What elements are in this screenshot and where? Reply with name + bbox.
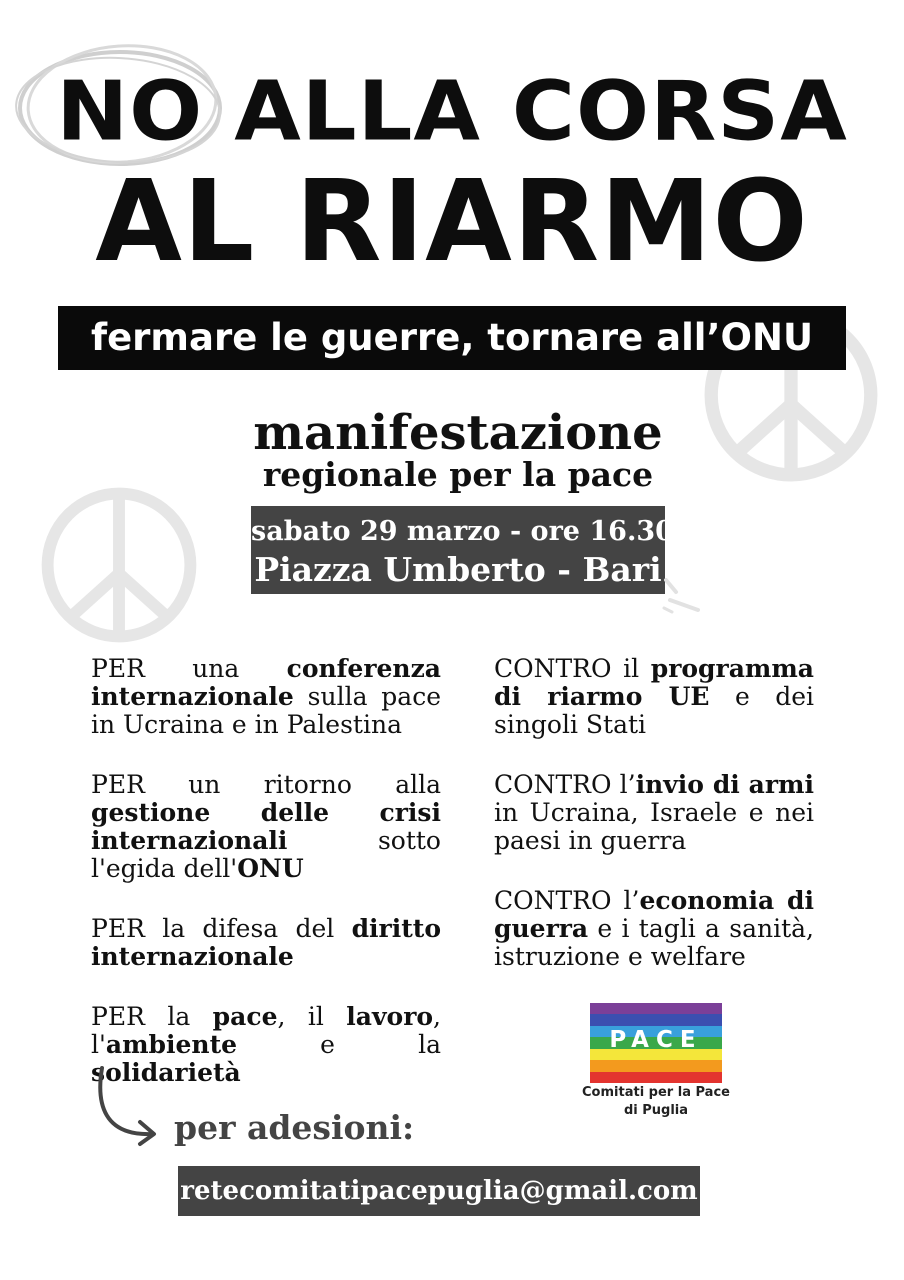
event-place: Piazza Umberto - Bari [254,550,662,589]
per-item-text: PER la [91,1002,213,1031]
event-headline: manifestazione [253,405,663,461]
logo-caption-line-2: di Puglia [623,1103,689,1118]
contro-item [494,655,814,739]
slogan-banner: fermare le guerre, tornare all’ONU [58,306,846,370]
contro-item-text: economia di guerra [494,886,814,943]
per-item-text: PER un ritorno alla [91,770,441,799]
title-line-1: NO ALLA CORSA [56,64,848,160]
event-subheadline: regionale per la pace [262,455,654,494]
adesioni-label: per adesioni: [174,1108,415,1147]
per-item-text: PER la difesa del [91,914,352,943]
peace-symbol-icon [34,480,204,650]
title-line-2: AL RIARMO [95,157,809,287]
per-item-text: solidarietà [91,1058,241,1087]
flag-stripe [590,1060,722,1071]
per-item-text: diritto internazionale [91,914,441,971]
flag-stripe [590,1003,722,1014]
per-item-text: sulla pace in Ucraina e in Palestina [91,682,441,739]
contro-item-text: CONTRO l’ [494,886,640,915]
per-item-text: lavoro [346,1002,434,1031]
per-item-text: e la [237,1030,441,1059]
contro-item-text: invio di armi [635,770,814,799]
contro-item [494,887,814,971]
event-date-time: sabato 29 marzo - ore 16.30 [251,516,674,547]
per-item-text: , l' [91,1002,441,1059]
contact-email[interactable]: retecomitatipacepuglia@gmail.com [178,1166,700,1216]
per-item-text: sotto l'egida dell' [91,826,441,883]
per-item-text: pace [212,1002,278,1031]
contro-item-text: in Ucraina, Israele e nei paesi in guerra [494,798,814,855]
per-item-text: PER una [91,654,287,683]
contro-item-text: e dei singoli Stati [494,682,814,739]
per-item-text: ambiente [105,1030,238,1059]
contro-item-text: CONTRO il [494,654,651,683]
sparkle-lines-icon [662,578,704,616]
logo-caption [570,1084,742,1120]
per-item [91,915,441,971]
per-item-text: , il [277,1002,347,1031]
per-item [91,771,441,883]
event-info-box [251,506,674,594]
per-item [91,655,441,739]
contro-item-text: programma di riarmo UE [494,654,814,711]
contro-column [494,655,814,1003]
per-item-text: gestione delle crisi internazionali [91,798,441,855]
per-column [91,655,441,1119]
flag-stripe [590,1072,722,1083]
pace-flag-logo [590,1003,722,1083]
pace-flag-word: PACE [609,1027,703,1053]
per-item-text: ONU [237,854,304,883]
logo-caption-line-1: Comitati per la Pace [582,1085,730,1100]
contro-item-text: e i tagli a sanità, istruzione e welfare [494,914,814,971]
contro-item [494,771,814,855]
contro-item-text: CONTRO l’ [494,770,636,799]
curved-arrow-icon [94,1064,164,1148]
per-item-text: conferenza internazionale [91,654,441,711]
